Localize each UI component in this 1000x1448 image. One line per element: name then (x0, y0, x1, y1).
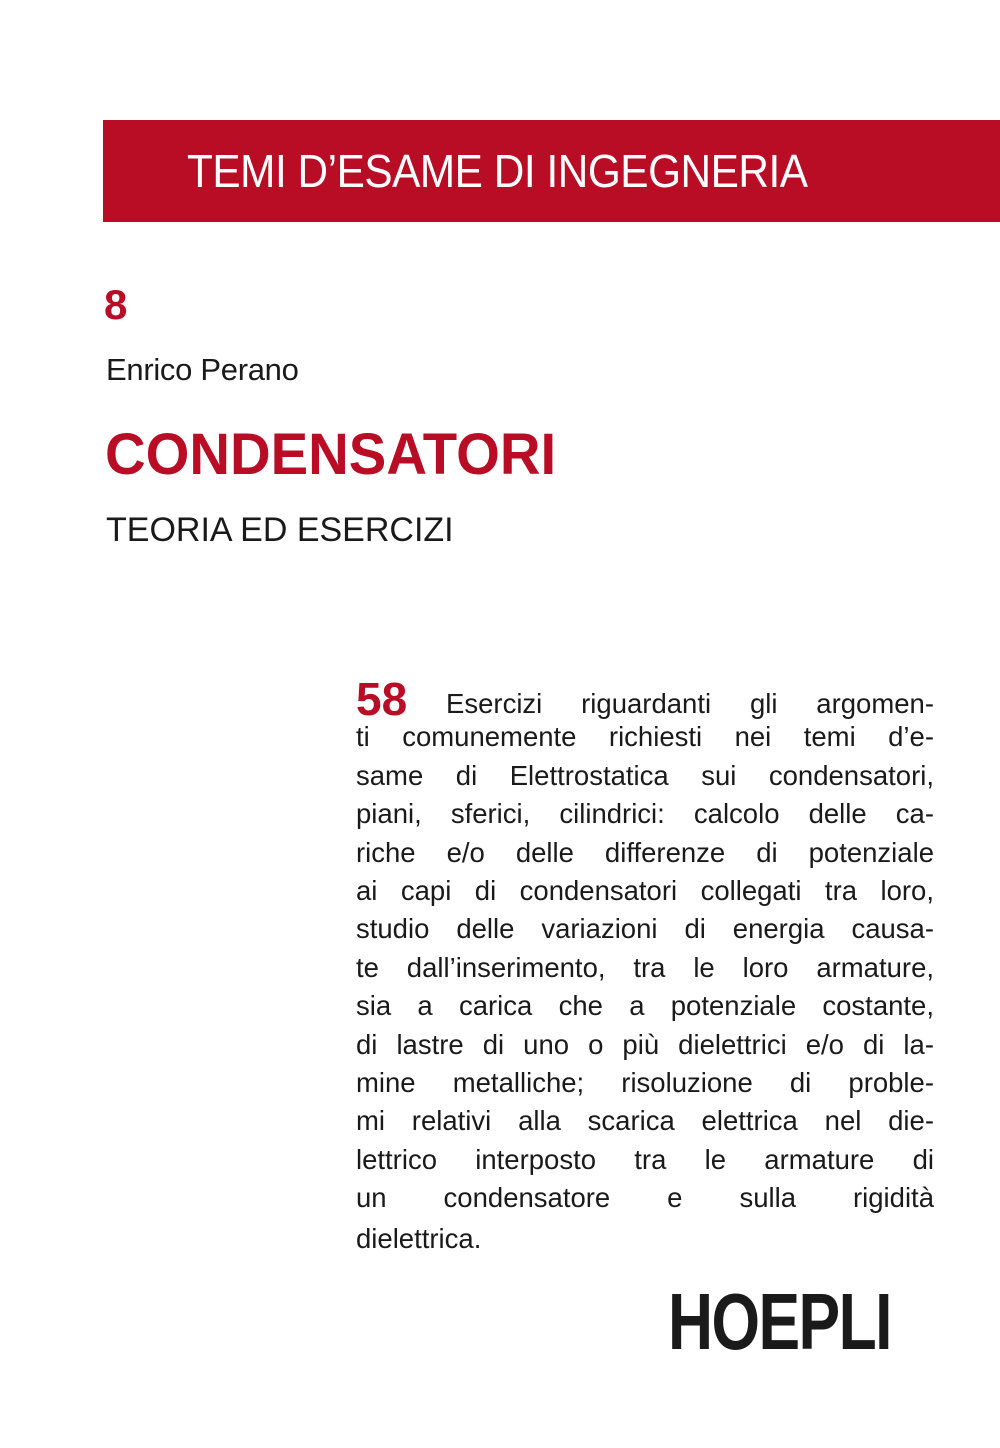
exercise-count: 58 (356, 673, 408, 725)
description-line: 58 Esercizi riguardanti gli argomen- (356, 673, 934, 725)
description-line: lettrico interposto tra le armature di (356, 1143, 934, 1175)
description-line: ti comunemente richiesti nei temi d’e- (356, 721, 934, 753)
description-line: di lastre di uno o più dielettrici e/o di la- (356, 1028, 934, 1060)
series-banner (103, 120, 1000, 222)
series-title: TEMI D’ESAME DI INGEGNERIA (187, 145, 808, 197)
description-line: mi relativi alla scarica elettrica nel die- (356, 1105, 934, 1137)
description-line: ai capi di condensatori collegati tra loro, (356, 874, 934, 906)
description-line: un condensatore e sulla rigidità (356, 1182, 934, 1214)
description-line: sia a carica che a potenziale costante, (356, 990, 934, 1022)
series-number: 8 (104, 281, 128, 328)
description-line: dielettrica. (356, 1223, 482, 1255)
description-line: te dall’inserimento, tra le loro armature, (356, 951, 934, 983)
author-name: Enrico Perano (106, 352, 299, 387)
publisher-logo: HOEPLI (668, 1277, 891, 1366)
description-line: same di Elettrostatica sui condensatori, (356, 759, 934, 791)
description-line: piani, sferici, cilindrici: calcolo delle ca- (356, 798, 934, 830)
book-subtitle: TEORIA ED ESERCIZI (106, 511, 454, 549)
description-block (356, 673, 934, 1259)
description-line: riche e/o delle differenze di potenziale (356, 836, 934, 868)
description-line: mine metalliche; risoluzione di proble- (356, 1066, 934, 1098)
book-title: CONDENSATORI (105, 422, 557, 487)
description-line: studio delle variazioni di energia causa- (356, 913, 934, 945)
